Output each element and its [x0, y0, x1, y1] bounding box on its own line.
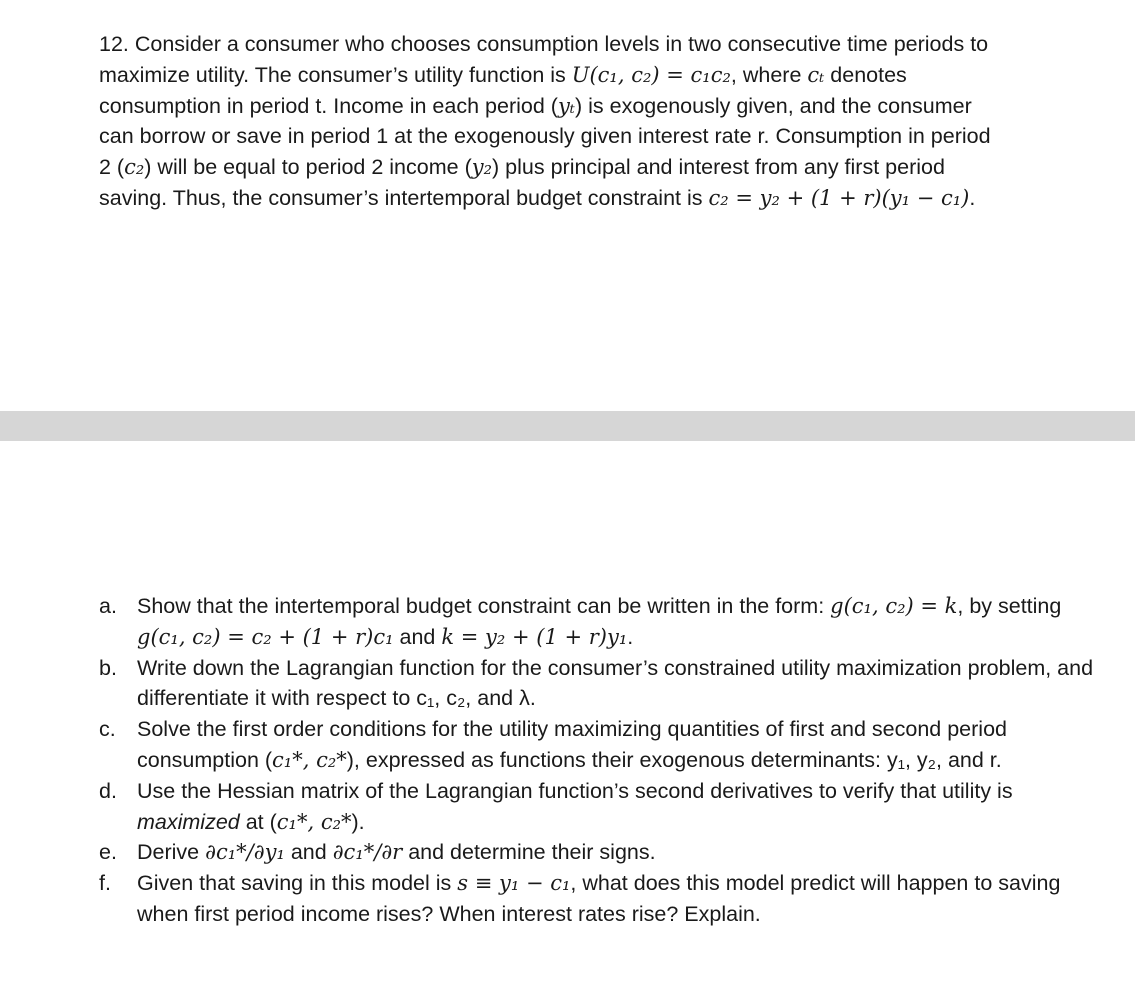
problem-text: ) plus principal and interest from any first period [492, 155, 945, 180]
problem-text: ) is exogenously given, and the consumer [574, 93, 972, 118]
text-run: Derive [137, 840, 206, 865]
income-variable-math: yₜ [557, 93, 575, 118]
text-run: ). [351, 809, 365, 834]
problem-text: maximize utility. The consumer’s utility function is [99, 62, 572, 87]
problem-line [99, 60, 1089, 91]
text-run: and [284, 840, 333, 865]
text-run: . [627, 624, 634, 649]
text-run: Show that the intertemporal budget constraint can be written in the form: [137, 594, 831, 618]
subquestion-list [99, 591, 1109, 930]
problem-line [99, 121, 1089, 152]
answer-area-divider [0, 411, 1135, 441]
problem-statement [99, 29, 1089, 214]
constraint-form-math: g(c₁, c₂) = k [830, 594, 958, 618]
subquestion-letter: f. [99, 871, 111, 896]
subquestion-letter: c. [99, 717, 116, 742]
subquestion-letter: b. [99, 655, 117, 680]
problem-text: denotes [824, 62, 907, 87]
saving-definition-math: s ≡ y₁ − c₁ [457, 871, 571, 896]
problem-text: . [969, 185, 976, 210]
subquestion-text [137, 591, 1109, 653]
problem-line [99, 29, 1089, 60]
income-2-math: y₂ [471, 155, 493, 180]
emphasis-maximized: maximized [137, 809, 240, 834]
subquestion-letter: d. [99, 778, 117, 803]
subquestion-text [137, 776, 1109, 838]
utility-function-math: U(c₁, c₂) = c₁c₂ [571, 62, 731, 87]
text-run: Write down the Lagrangian function for the consumer’s constrained utility maximization problem, and differentiate it with respect to c₁, c₂, and λ. [137, 655, 1094, 711]
derivative-r-math: ∂c₁*/∂r [332, 840, 403, 865]
optimal-consumption-math: c₁*, c₂* [272, 747, 347, 772]
problem-line [99, 91, 1089, 122]
text-run: ), expressed as functions their exogenous determinants: y₁, y₂, and r. [346, 747, 1002, 772]
consumption-variable-math: cₜ [807, 62, 825, 87]
problem-text: 12. Consider a consumer who chooses consumption levels in two consecutive time periods to [99, 32, 989, 56]
derivative-y1-math: ∂c₁*/∂y₁ [205, 840, 285, 865]
problem-text: ) will be equal to period 2 income ( [144, 155, 472, 180]
subquestion-text [137, 868, 1109, 930]
subquestion-text [137, 653, 1109, 715]
text-run: and [393, 624, 442, 649]
subquestion-letter: e. [99, 840, 117, 865]
text-run: Use the Hessian matrix of the Lagrangian function’s second derivatives to verify that utility is [137, 778, 1013, 803]
subquestion-letter: a. [99, 594, 117, 618]
problem-text: consumption in period t. Income in each period ( [99, 93, 558, 118]
subquestion-e [99, 837, 1109, 868]
subquestion-d [99, 776, 1109, 838]
text-run: and determine their signs. [402, 840, 656, 865]
subquestion-c [99, 714, 1109, 776]
text-run: Solve the first order conditions for the utility maximizing quantities of first and second period consumption ( [137, 717, 1007, 772]
budget-constraint-math: c₂ = y₂ + (1 + r)(y₁ − c₁) [708, 185, 970, 210]
problem-text: 2 ( [99, 155, 125, 180]
subquestion-f [99, 868, 1109, 930]
k-constant-math: k = y₂ + (1 + r)y₁ [441, 624, 628, 649]
problem-text: , where [730, 62, 808, 87]
text-run: at ( [239, 809, 277, 834]
consumption-2-math: c₂ [124, 155, 145, 180]
problem-text: saving. Thus, the consumer’s intertemporal budget constraint is [99, 185, 709, 210]
optimal-consumption-math: c₁*, c₂* [276, 809, 352, 834]
text-run: , by setting [957, 594, 1062, 618]
text-run: , what does this model predict will happen to saving when first period income rises? When interest rates rise? Explain. [137, 871, 1061, 926]
problem-text: can borrow or save in period 1 at the exogenously given interest rate r. Consumption in period [99, 124, 991, 149]
subquestion-b [99, 653, 1109, 715]
text-run: Given that saving in this model is [137, 871, 458, 896]
g-function-math: g(c₁, c₂) = c₂ + (1 + r)c₁ [137, 624, 394, 649]
problem-line [99, 183, 1089, 214]
subquestion-text [137, 714, 1109, 776]
problem-line [99, 152, 1089, 183]
subquestion-text [137, 837, 1109, 868]
subquestion-a [99, 591, 1109, 653]
